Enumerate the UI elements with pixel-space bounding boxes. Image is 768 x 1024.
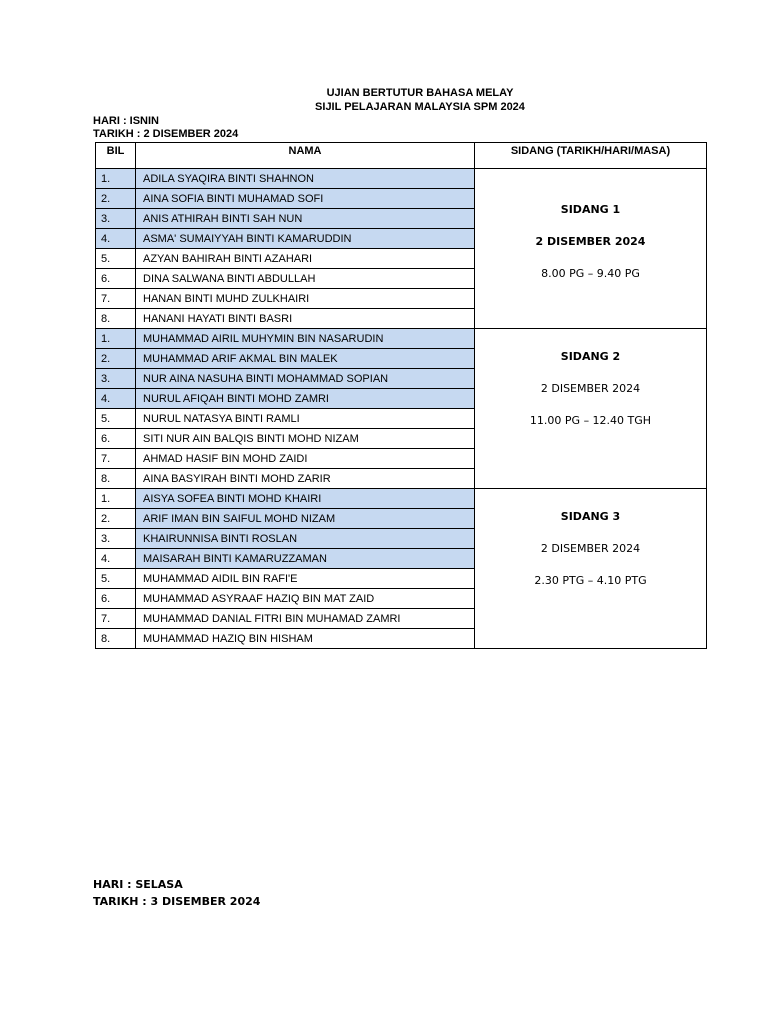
bil-cell: 6.: [96, 269, 136, 289]
nama-cell: MUHAMMAD ARIF AKMAL BIN MALEK: [136, 349, 475, 369]
bil-cell: 7.: [96, 449, 136, 469]
nama-cell: MAISARAH BINTI KAMARUZZAMAN: [136, 549, 475, 569]
sidang-2-date: 2 DISEMBER 2024: [540, 382, 641, 395]
hari-label: HARI : ISNIN: [93, 115, 159, 127]
bil-cell: 1.: [96, 169, 136, 189]
document-title-line2: SIJIL PELAJARAN MALAYSIA SPM 2024: [315, 101, 525, 113]
nama-cell: ADILA SYAQIRA BINTI SHAHNON: [136, 169, 475, 189]
bil-cell: 8.: [96, 469, 136, 489]
nama-cell: HANAN BINTI MUHD ZULKHAIRI: [136, 289, 475, 309]
bil-cell: 7.: [96, 289, 136, 309]
header-sidang: SIDANG (TARIKH/HARI/MASA): [475, 143, 707, 169]
bil-cell: 5.: [96, 569, 136, 589]
next-tarikh-label: TARIKH : 3 DISEMBER 2024: [93, 895, 261, 908]
sidang-2-cell: [475, 329, 707, 489]
nama-cell: NURUL AFIQAH BINTI MOHD ZAMRI: [136, 389, 475, 409]
bil-cell: 2.: [96, 509, 136, 529]
nama-cell: MUHAMMAD HAZIQ BIN HISHAM: [136, 629, 475, 649]
table-row: [96, 169, 707, 189]
nama-cell: AINA SOFIA BINTI MUHAMAD SOFI: [136, 189, 475, 209]
nama-cell: KHAIRUNNISA BINTI ROSLAN: [136, 529, 475, 549]
bil-cell: 8.: [96, 629, 136, 649]
sidang-2-time: 11.00 PG – 12.40 TGH: [529, 414, 652, 427]
nama-cell: ASMA' SUMAIYYAH BINTI KAMARUDDIN: [136, 229, 475, 249]
nama-cell: NURUL NATASYA BINTI RAMLI: [136, 409, 475, 429]
bil-cell: 2.: [96, 189, 136, 209]
sidang-2-name: SIDANG 2: [560, 350, 621, 363]
nama-cell: AZYAN BAHIRAH BINTI AZAHARI: [136, 249, 475, 269]
nama-cell: HANANI HAYATI BINTI BASRI: [136, 309, 475, 329]
bil-cell: 6.: [96, 429, 136, 449]
nama-cell: MUHAMMAD AIRIL MUHYMIN BIN NASARUDIN: [136, 329, 475, 349]
document-title-line1: UJIAN BERTUTUR BAHASA MELAY: [326, 87, 514, 99]
bil-cell: 5.: [96, 409, 136, 429]
bil-cell: 2.: [96, 349, 136, 369]
sidang-3-time: 2.30 PTG – 4.10 PTG: [534, 574, 647, 587]
nama-cell: SITI NUR AIN BALQIS BINTI MOHD NIZAM: [136, 429, 475, 449]
nama-cell: AHMAD HASIF BIN MOHD ZAIDI: [136, 449, 475, 469]
bil-cell: 8.: [96, 309, 136, 329]
nama-cell: AINA BASYIRAH BINTI MOHD ZARIR: [136, 469, 475, 489]
nama-cell: NUR AINA NASUHA BINTI MOHAMMAD SOPIAN: [136, 369, 475, 389]
bil-cell: 4.: [96, 229, 136, 249]
tarikh-label: TARIKH : 2 DISEMBER 2024: [93, 128, 239, 140]
bil-cell: 3.: [96, 209, 136, 229]
nama-cell: MUHAMMAD AIDIL BIN RAFI'E: [136, 569, 475, 589]
bil-cell: 1.: [96, 489, 136, 509]
sidang-3-name: SIDANG 3: [560, 510, 621, 523]
nama-cell: ARIF IMAN BIN SAIFUL MOHD NIZAM: [136, 509, 475, 529]
sidang-1-date: 2 DISEMBER 2024: [535, 235, 646, 248]
bil-cell: 5.: [96, 249, 136, 269]
nama-cell: AISYA SOFEA BINTI MOHD KHAIRI: [136, 489, 475, 509]
bil-cell: 4.: [96, 389, 136, 409]
schedule-table: [95, 142, 707, 649]
bil-cell: 6.: [96, 589, 136, 609]
table-row: [96, 329, 707, 349]
sidang-1-name: SIDANG 1: [560, 203, 621, 216]
next-hari-label: HARI : SELASA: [93, 878, 183, 891]
nama-cell: MUHAMMAD DANIAL FITRI BIN MUHAMAD ZAMRI: [136, 609, 475, 629]
bil-cell: 4.: [96, 549, 136, 569]
nama-cell: MUHAMMAD ASYRAAF HAZIQ BIN MAT ZAID: [136, 589, 475, 609]
nama-cell: ANIS ATHIRAH BINTI SAH NUN: [136, 209, 475, 229]
sidang-1-time: 8.00 PG – 9.40 PG: [541, 267, 640, 280]
bil-cell: 1.: [96, 329, 136, 349]
bil-cell: 3.: [96, 529, 136, 549]
header-bil: BIL: [96, 143, 136, 169]
nama-cell: DINA SALWANA BINTI ABDULLAH: [136, 269, 475, 289]
table-header-row: [96, 143, 707, 169]
sidang-3-cell: [475, 489, 707, 649]
header-nama: NAMA: [136, 143, 475, 169]
bil-cell: 7.: [96, 609, 136, 629]
sidang-1-cell: [475, 169, 707, 329]
table-row: [96, 489, 707, 509]
sidang-3-date: 2 DISEMBER 2024: [540, 542, 641, 555]
bil-cell: 3.: [96, 369, 136, 389]
